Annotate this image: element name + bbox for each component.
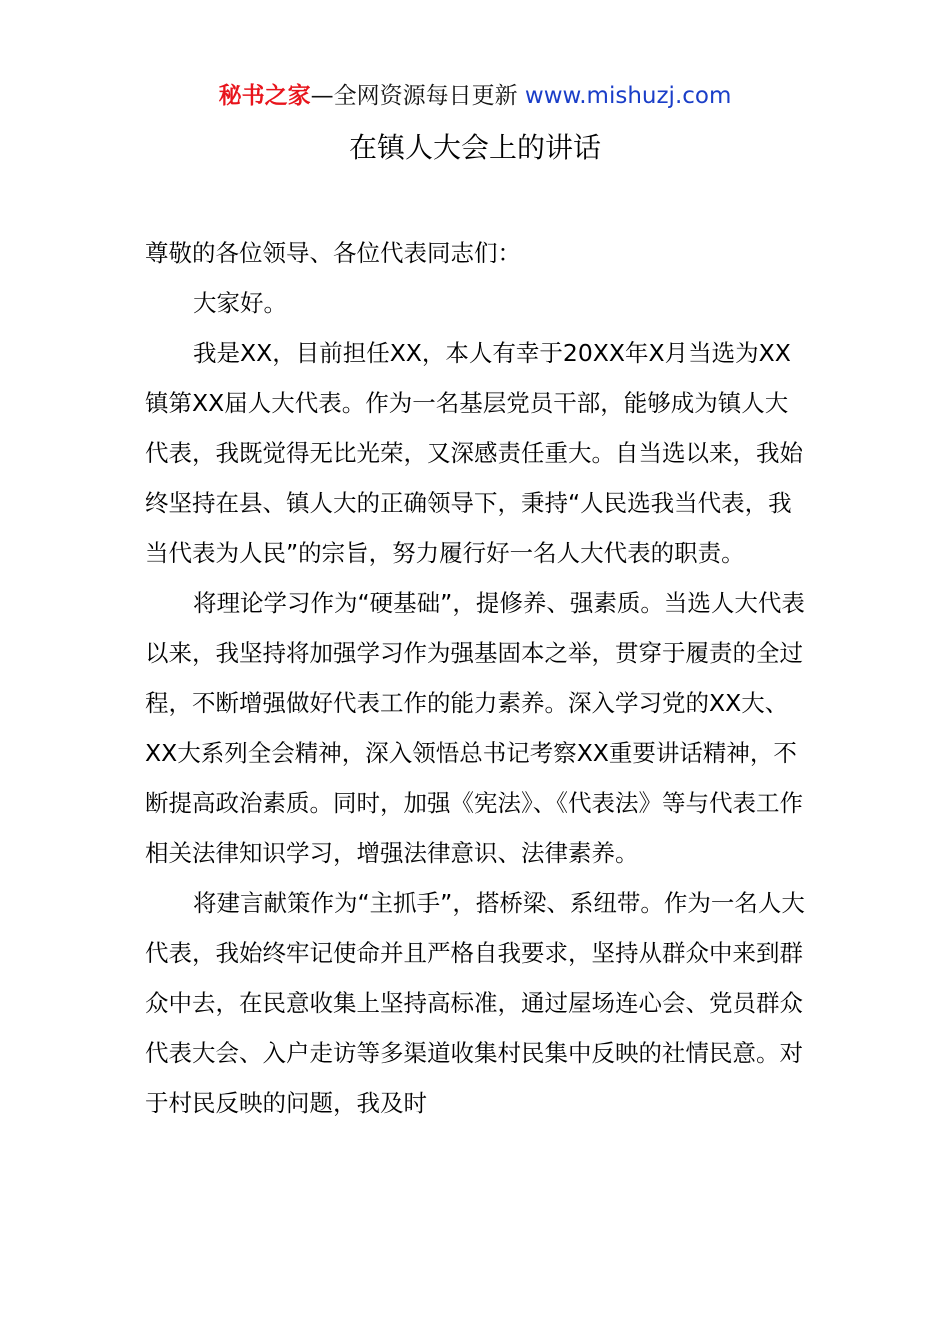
site-tagline: —全网资源每日更新 [310, 83, 525, 109]
paragraph: 我是XX，目前担任XX，本人有幸于20XX年X月当选为XX镇第XX届人大代表。作为一名基层党员干部，能够成为镇人大代表，我既觉得无比光荣，又深感责任重大。自当选以来，我始终坚持在县、镇人大的正确领导下，秉持“人民选我当代表，我当代表为人民”的宗旨，努力履行好一名人大代表的职责。 [145, 339, 803, 567]
salutation: 尊敬的各位领导、各位代表同志们： [145, 239, 521, 267]
paragraph: 大家好。 [193, 289, 287, 317]
site-header [0, 80, 950, 112]
site-url[interactable]: www.mishuzj.com [524, 83, 732, 109]
paragraph: 将理论学习作为“硬基础”，提修养、强素质。当选人大代表以来，我坚持将加强学习作为强基固本之举，贯穿于履责的全过程，不断增强做好代表工作的能力素养。深入学习党的XX大、XX大系列全会精神，深入领悟总书记考察XX重要讲话精神，不断提高政治素质。同时，加强《宪法》、《代表法》等与代表工作相关法律知识学习，增强法律意识、法律素养。 [145, 589, 805, 867]
paragraph: 将建言献策作为“主抓手”，搭桥梁、系纽带。作为一名人大代表，我始终牢记使命并且严格自我要求，坚持从群众中来到群众中去，在民意收集上坚持高标准，通过屋场连心会、党员群众代表大会、入户走访等多渠道收集村民集中反映的社情民意。对于村民反映的问题，我及时 [145, 889, 805, 1117]
document-title: 在镇人大会上的讲话 [348, 131, 601, 164]
site-brand: 秘书之家 [218, 83, 311, 109]
document-body [145, 228, 810, 1128]
